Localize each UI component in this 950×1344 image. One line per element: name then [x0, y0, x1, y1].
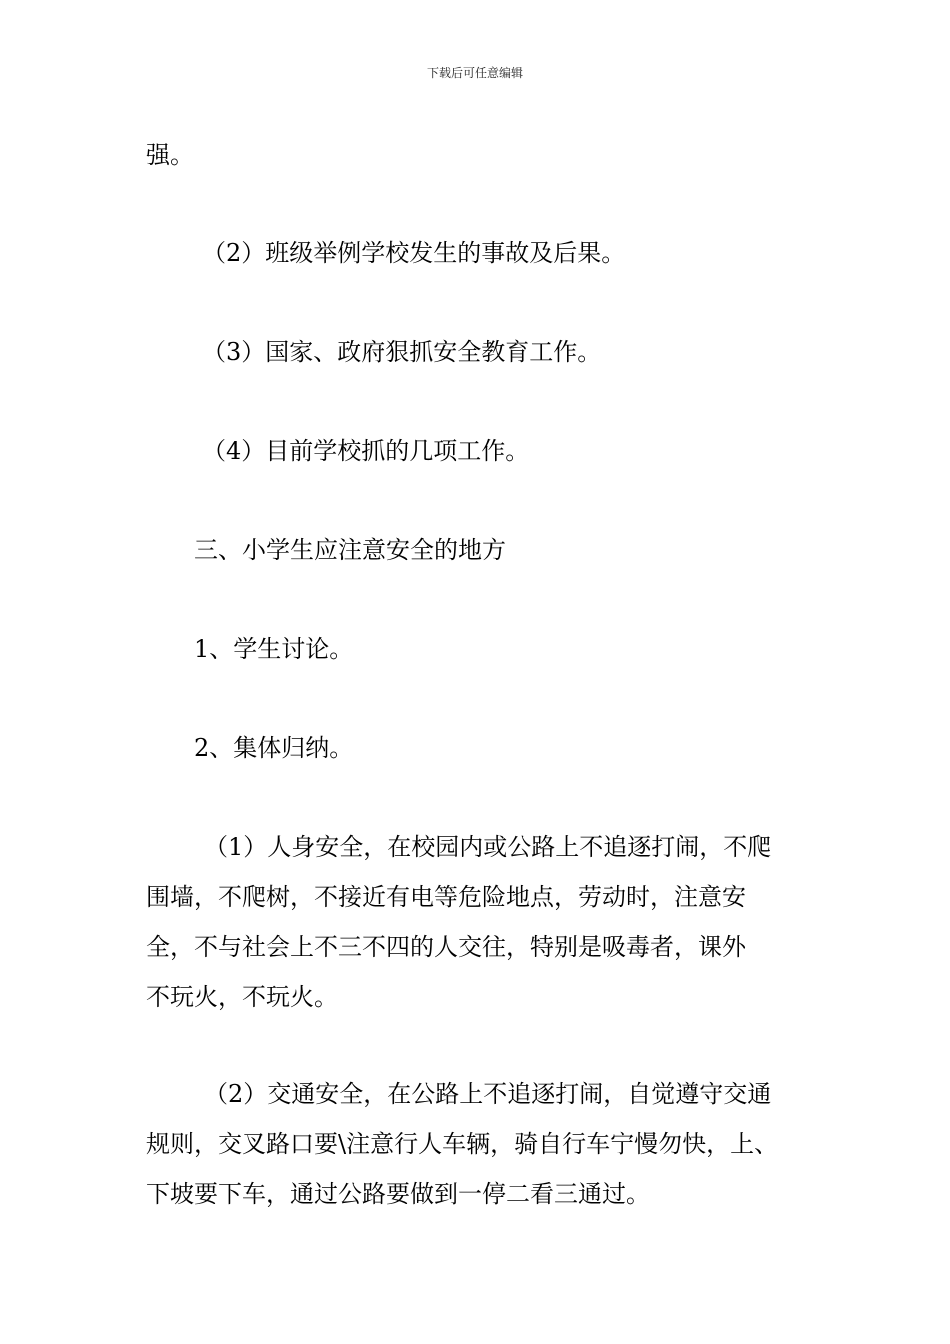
text-line: 不玩火，不玩火。 — [146, 983, 338, 1011]
list-item-summary — [146, 723, 353, 773]
paragraph-item-3 — [146, 327, 601, 377]
text-line: （1）人身安全，在校园内或公路上不追逐打闹，不爬 — [204, 833, 772, 861]
paragraph-personal-safety — [146, 822, 771, 1022]
text-line: （2）班级举例学校发生的事故及后果。 — [202, 239, 626, 267]
text-line: 全，不与社会上不三不四的人交往，特别是吸毒者，课外 — [146, 933, 746, 961]
paragraph-item-4 — [146, 426, 529, 476]
text-line: （2）交通安全，在公路上不追逐打闹，自觉遵守交通 — [204, 1080, 772, 1108]
paragraph-continuation — [146, 130, 194, 180]
text-line: 围墙，不爬树，不接近有电等危险地点，劳动时，注意安 — [146, 883, 746, 911]
text-line: 2、集体归纳。 — [194, 734, 354, 762]
page-header: 下载后可任意编辑 — [426, 66, 523, 80]
text-line: 规则，交叉路口要\注意行人车辆，骑自行车宁慢勿快，上、 — [146, 1130, 779, 1158]
text-line: 下坡要下车，通过公路要做到一停二看三通过。 — [146, 1180, 650, 1208]
text-line: （3）国家、政府狠抓安全教育工作。 — [202, 338, 602, 366]
list-item-discussion — [146, 624, 353, 674]
paragraph-item-2 — [146, 228, 625, 278]
section-heading — [146, 525, 506, 575]
text-line: 1、学生讨论。 — [194, 635, 354, 663]
text-line: （4）目前学校抓的几项工作。 — [202, 437, 530, 465]
text-line: 强。 — [146, 141, 194, 169]
text-line: 三、小学生应注意安全的地方 — [194, 536, 506, 564]
paragraph-traffic-safety — [146, 1069, 778, 1219]
